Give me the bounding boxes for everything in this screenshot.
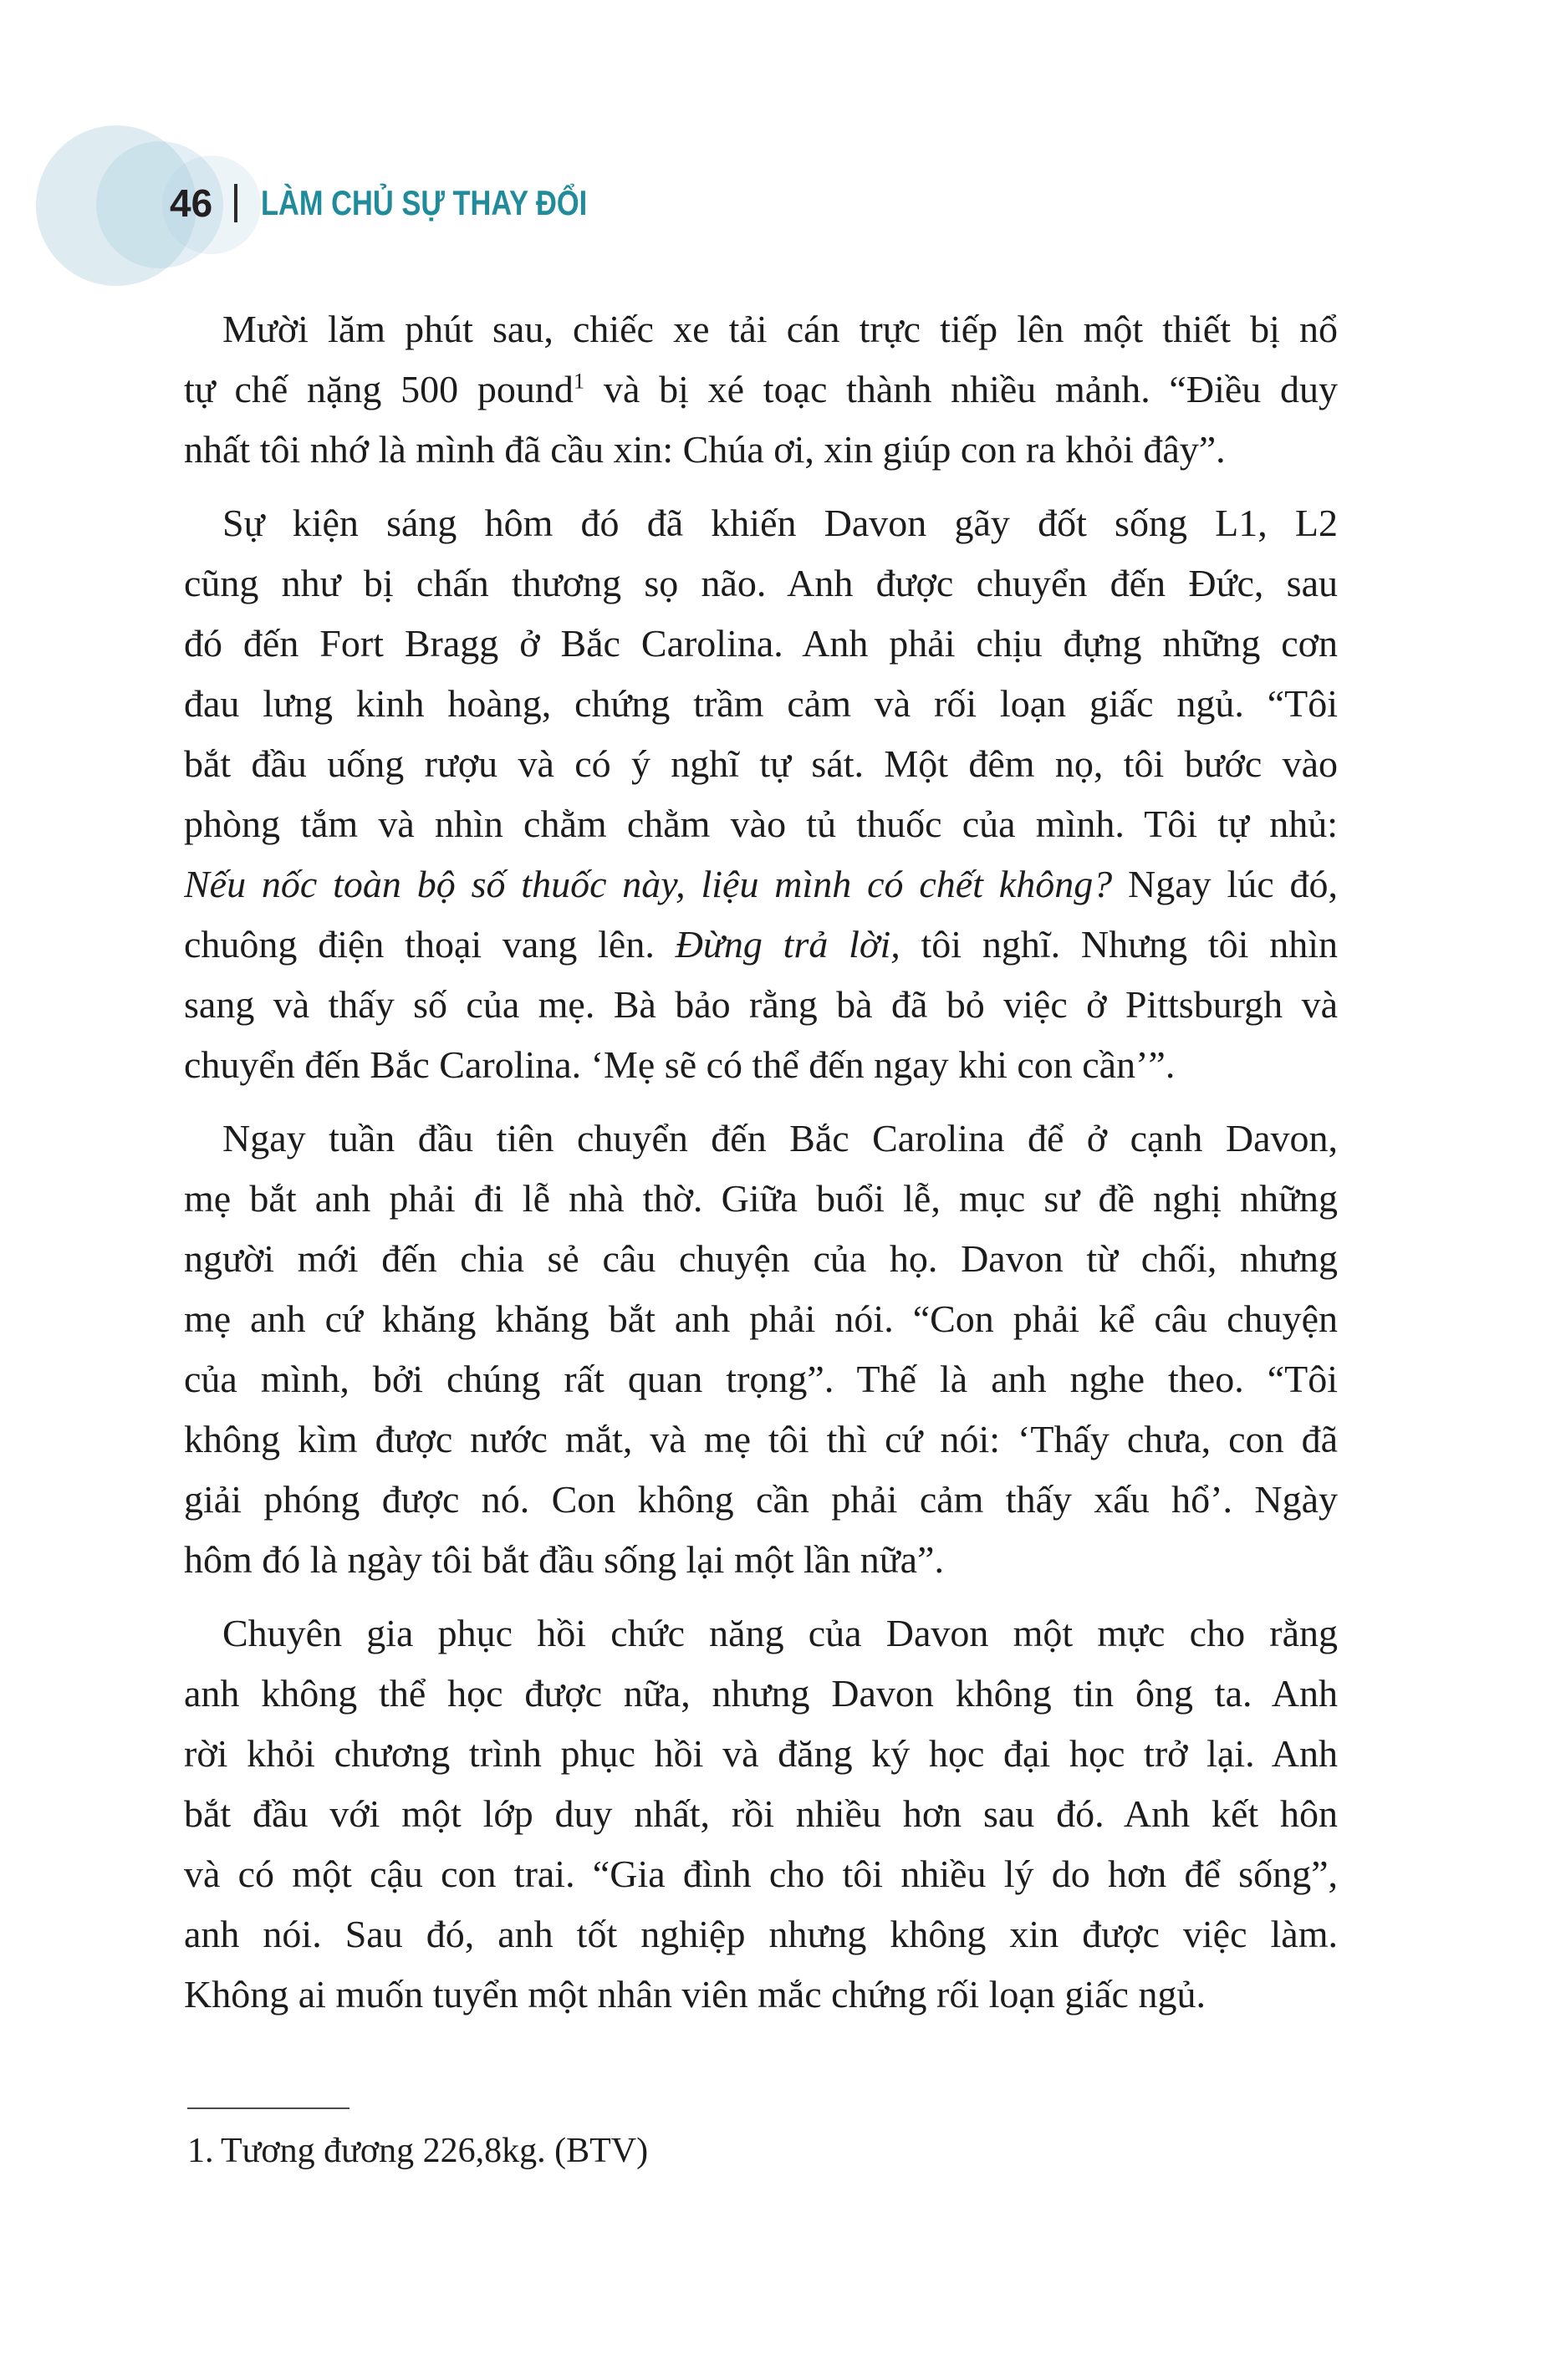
text-line: Sự kiện sáng hôm đó đã khiến Davon gãy đốt sống L1, L2 [222,502,1338,544]
text-line: Không ai muốn tuyển một nhân viên mắc chứng rối loạn giấc ngủ. [184,1973,1206,2016]
text-line: mẹ anh cứ khăng khăng bắt anh phải nói. “Con phải kể câu chuyện [184,1297,1338,1340]
text-line: chuông điện thoại vang lên. Đừng trả lời, tôi nghĩ. Nhưng tôi nhìn [184,923,1338,966]
paragraph [184,493,1338,1095]
text-line: chuyển đến Bắc Carolina. ‘Mẹ sẽ có thể đến ngay khi con cần’”. [184,1043,1176,1086]
text-line: không kìm được nước mắt, và mẹ tôi thì cứ nói: ‘Thấy chưa, con đã [184,1418,1338,1460]
text-line: anh nói. Sau đó, anh tốt nghiệp nhưng không xin được việc làm. [184,1913,1338,1955]
text-line: bắt đầu với một lớp duy nhất, rồi nhiều hơn sau đó. Anh kết hôn [184,1792,1338,1835]
text-line: đau lưng kinh hoàng, chứng trầm cảm và rối loạn giấc ngủ. “Tôi [184,682,1338,725]
text-line: mẹ bắt anh phải đi lễ nhà thờ. Giữa buổi lễ, mục sư đề nghị những [184,1177,1338,1220]
running-header [170,182,659,224]
text-line: hôm đó là ngày tôi bắt đầu sống lại một lần nữa”. [184,1538,944,1581]
footnote-rule [187,2107,349,2109]
text-line: cũng như bị chấn thương sọ não. Anh được chuyển đến Đức, sau [184,562,1338,604]
text-line: bắt đầu uống rượu và có ý nghĩ tự sát. Một đêm nọ, tôi bước vào [184,742,1338,785]
text-line: người mới đến chia sẻ câu chuyện của họ. Davon từ chối, nhưng [184,1237,1338,1280]
text-line: Chuyên gia phục hồi chức năng của Davon một mực cho rằng [222,1612,1338,1654]
paragraph [184,1108,1338,1590]
paragraph [184,299,1338,480]
chapter-title: LÀM CHỦ SỰ THAY ĐỔI [261,183,588,222]
text-line: và có một cậu con trai. “Gia đình cho tôi nhiều lý do hơn để sống”, [184,1853,1338,1895]
text-line: nhất tôi nhớ là mình đã cầu xin: Chúa ơi, xin giúp con ra khỏi đây”. [184,428,1226,471]
footnote-reference: 1 [573,368,585,394]
body-text [184,299,1338,2025]
text-line: phòng tắm và nhìn chằm chằm vào tủ thuốc của mình. Tôi tự nhủ: [184,803,1338,845]
footnote [187,2128,1341,2174]
text-line: sang và thấy số của mẹ. Bà bảo rằng bà đã bỏ việc ở Pittsburgh và [184,983,1338,1026]
text-line: đó đến Fort Bragg ở Bắc Carolina. Anh phải chịu đựng những cơn [184,622,1338,665]
text-line: của mình, bởi chúng rất quan trọng”. Thế là anh nghe theo. “Tôi [184,1358,1338,1400]
page-number: 46 [170,181,213,225]
text-line: Ngay tuần đầu tiên chuyển đến Bắc Carolina để ở cạnh Davon, [222,1117,1338,1159]
footnote-text: Tương đương 226,8kg. (BTV) [221,2132,649,2170]
text-line: Nếu nốc toàn bộ số thuốc này, liệu mình có chết không? Ngay lúc đó, [184,863,1338,905]
text-line: Mười lăm phút sau, chiếc xe tải cán trực tiếp lên một thiết bị nổ [222,308,1338,350]
text-line: tự chế nặng 500 pound$^1$ và bị xé toạc thành nhiều mảnh. “Điều duy [184,368,1338,410]
text-line: anh không thể học được nữa, nhưng Davon không tin ông ta. Anh [184,1672,1338,1715]
text-line: rời khỏi chương trình phục hồi và đăng ký học đại học trở lại. Anh [184,1732,1338,1775]
text-line: giải phóng được nó. Con không cần phải cảm thấy xấu hổ’. Ngày [184,1478,1338,1521]
footnote-marker: 1. [187,2132,214,2170]
header-divider [234,184,237,222]
paragraph [184,1603,1338,2025]
